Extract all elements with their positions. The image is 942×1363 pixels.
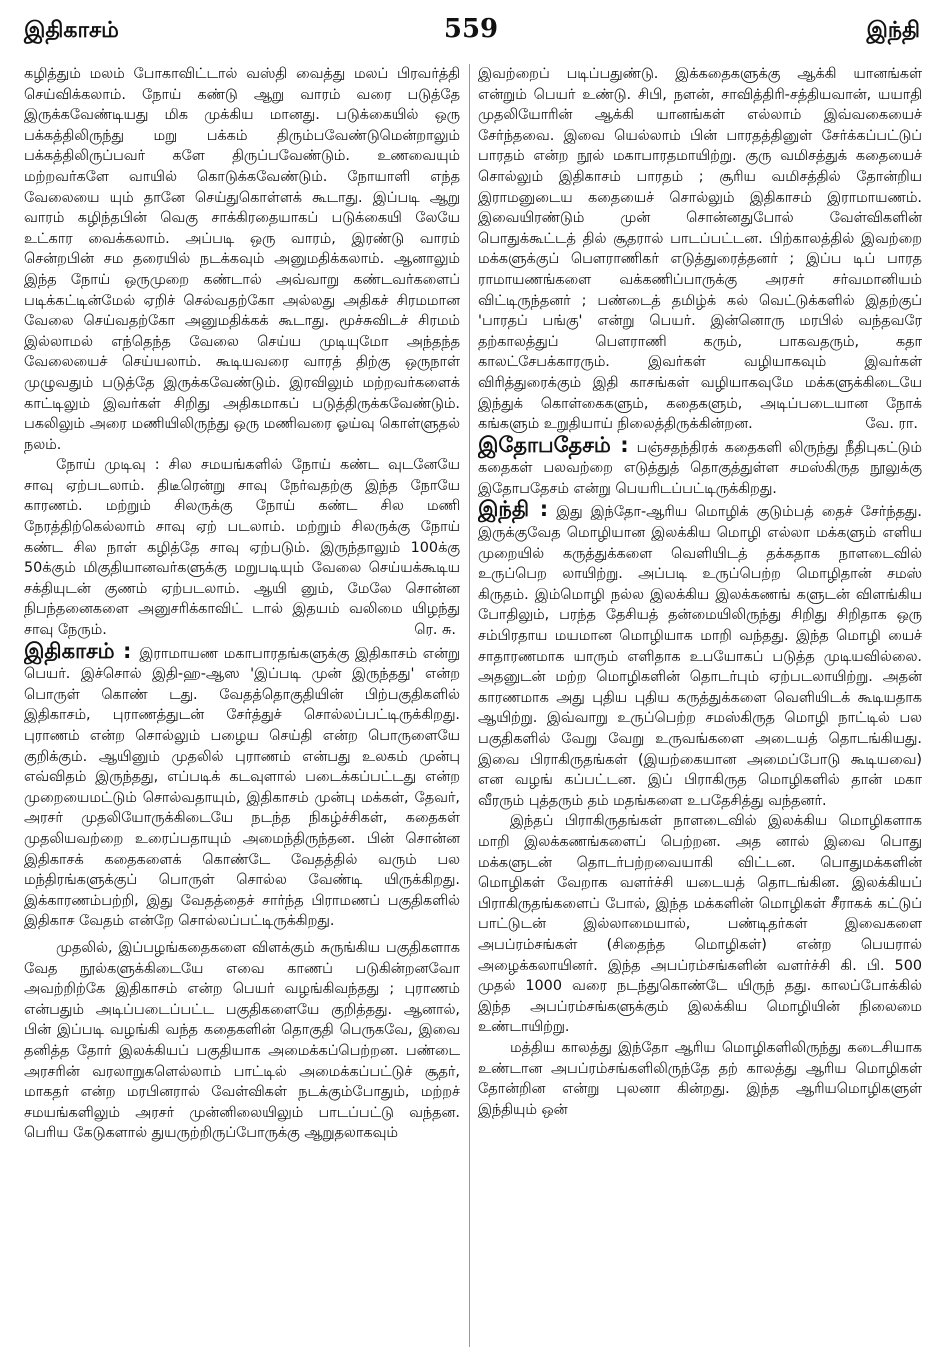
entry-text: இராமாயண மகாபாரதங்களுக்கு இதிகாசம் என்று பெயர். இச்சொல் இதி-ஹ-ஆஸ 'இப்படி முன் இருந்தது' என்ற பொருள் கொண் டது. வேதத்தொகுதியின் பிற்பகுதிகளில் இதிகாசம், புராணத்துடன் சேர்த்துச் சொல்லப்பட்டிருக்கிறது. புராணம் என்ற சொல்லும் பழைய செய்தி என்ற பொருளையே குறிக்கும். ஆயினும் முதலில் புராணம் என்பது உலகம் முன்பு எவ்விதம் இருந்தது, எப்படிக் கடவுளால் படைக்கப்பட்டது என்ற முறையைமட்டும் சொல்வதாயும், இதிகாசம் முன்பு மக்கள், தேவர், அரசர் முதலியோருக்கிடையே நடந்த நிகழ்ச்சிகள், கதைகள் முதலியவற்றை உரைப்பதாயும் அமைந்திருந்தன. பின் சொன்ன இதிகாசக் கதைகளைக் கொண்டே வேதத்தில் வரும் பல மந்திரங்களுக்குப் பொருள் சொல்ல வேண்டி யிருக்கிறது. இக்காரணம்பற்றி, இது வேதத்தைச் சார்ந்த பிராமணப் பகுதிகளில் இதிகாச வேதம் என்றே சொல்லப்பட்டிருக்கிறது. — [24, 645, 460, 930]
paragraph: மத்திய காலத்து இந்தோ ஆரிய மொழிகளிலிருந்து கடைசியாக உண்டான அபப்ரம்சங்களிலிருந்தே தற் காலத்து ஆரிய மொழிகள் தோன்றின என்று புலனா கின்றது. இந்த ஆரியமொழிகளுள் இந்தியும் ஒன் — [478, 1039, 922, 1118]
left-column — [24, 64, 460, 1353]
paragraph: முதலில், இப்பழங்கதைகளை விளக்கும் சுருங்கிய பகுதிகளாக வேத நூல்களுக்கிடையே எவை காணப் படுகின்றனவோ அவற்றிற்கே இதிகாசம் என்ற பெயர் வழங்கிவந்தது ; புராணம் என்பதும் அடிப்படைப்பட்ட பகுதிகளையே குறித்தது. ஆனால், பின் இப்படி வழங்கி வந்த கதைகளின் தொகுதி பெருகவே, இவை தனித்த தோர் இலக்கியப் பகுதியாக அமைக்கப்பெற்றன. பண்டை அரசரின் வரலாறுகளெல்லாம் பாட்டில் அமைக்கப்பட்டுச் சூதர், மாகதர் என்ற மரபினரால் வேள்விகள் நடக்கும்போதும், மற்றச் சமயங்களிலும் அரசர் முன்னிலையிலும் பாடப்பட்டு வந்தன. பெரிய கேடுகளால் துயருற்றிருப்போருக்கு ஆறுதலாகவும் — [24, 939, 460, 1142]
entry-heading: இதிகாசம் : — [24, 638, 132, 663]
entry-text: பஞ்சதந்திரக் கதைகளி லிருந்து நீதிபுகட்டும் கதைகள் பலவற்றை எடுத்துத் தொகுத்துள்ள சமஸ்கிருத நூலுக்கு இதோபதேசம் என்று பெயரிடப்பட்டிருக்கிறது. — [478, 439, 922, 497]
paragraph — [24, 455, 460, 640]
entry-heading: இந்தி : — [478, 497, 549, 522]
running-head-right: இந்தி — [866, 18, 920, 43]
author-initials: ரெ. சு. — [414, 622, 456, 639]
entry-itopadesam — [478, 432, 922, 500]
right-column — [478, 64, 922, 1353]
column-divider — [469, 64, 470, 1347]
paragraph: இந்தப் பிராகிருதங்கள் நாளடைவில் இலக்கிய மொழிகளாக மாறி இலக்கணங்களைப் பெற்றன. அத னால் இவை பொது மக்களுடன் தொடர்பற்றவையாகி விட்டன. பொதுமக்களின் மொழிகள் வேறாக வளர்ச்சி யடையத் தொடங்கின. இலக்கியப் பிராகிருதங்களைப் போல், இந்த மக்களின் மொழிகள் சீராகக் கட்டுப் பாட்டுடன் இல்லாமையால், பண்டிதர்கள் இவைகளை அபப்ரம்சங்கள் (சிதைந்த மொழிகள்) என்ற பெயரால் அழைக்கலாயினர். இந்த அபப்ரம்சங்களின் வளர்ச்சி கி. பி. 500 முதல் 1000 வரை நடந்துகொண்டே யிருந் தது. காலப்போக்கில் இந்த அபப்ரம்சங்களுக்கும் இலக்கிய மொழியின் நிலைமை உண்டாயிற்று. — [478, 813, 922, 1036]
running-head-left: இதிகாசம் — [24, 18, 119, 43]
entry-heading: இதோபதேசம் : — [478, 432, 629, 457]
paragraph: கழித்தும் மலம் போகாவிட்டால் வஸ்தி வைத்து மலப் பிரவர்த்தி செய்விக்கலாம். நோய் கண்டு ஆறு வாரம் வரை படுத்தே இருக்கவேண்டியது மிக முக்கிய மானது. படுக்கையில் ஒரு பக்கத்திலிருந்து மறு பக்கம் திரும்பவேண்டுமென்றாலும் பக்கத்திலிருப்பவர் களே திருப்பவேண்டும். உணவையும் மற்றவர்களே வாயில் கொடுக்கவேண்டும். நோயாளி எந்த வேலையை யும் தானே செய்துகொள்ளக் கூடாது. இப்படி ஆறு வாரம் கழிந்தபின் வெகு சாக்கிரதையாகப் படுக்கையி லேயே உட்கார வைக்கலாம். அப்படி ஒரு வாரம், இரண்டு வாரம் சென்றபின் சம தரையில் நடக்கவும் அனுமதிக்கலாம். ஆனாலும் இந்த நோய் ஒருமுறை கண்டால் அவ்வாறு கண்டவர்களைப் படிக்கட்டின்மேல் ஏறிச் செல்வதற்கோ அல்லது அதிகச் சிரமமான வேலை செய்வதற்கோ அனுமதிக்கக் கூடாது. மூச்சுவிடச் சிரமம் இல்லாமல் எந்தெந்த வேலை செய்ய முடியுமோ அந்தந்த வேலையைச் செய்யலாம். கூடியவரை வாரத் திற்கு ஒருநாள் முழுவதும் படுத்தே இருக்கவேண்டும். இரவிலும் மற்றவர்களைக் காட்டிலும் இவர்கள் சிறிது அதிகமாகப் படுத்திருக்கவேண்டும். பகலிலும் அரை மணியிலிருந்து ஒரு மணிவரை ஓய்வு கொள்ளுதல் நலம். — [24, 66, 460, 453]
paragraph-text: இவற்றைப் படிப்பதுண்டு. இக்கதைகளுக்கு ஆக்கி யானங்கள் என்றும் பெயர் உண்டு. சிபி, நளன், சாவித்திரி-சத்தியவான், யயாதி முதலியோரின் ஆக்கி யானங்கள் எல்லாம் இவ்வகையைச் சேர்ந்தவை. இவை யெல்லாம் பின் பாரதத்தினுள் சேர்க்கப்பட்டுப் பாரதம் என்ற நூல் மகாபாரதமாயிற்று. குரு வமிசத்துக் கதையைச் சொல்லும் இதிகாசம் பாரதம் ; சூரிய வமிசத்தில் தோன்றிய இராமனுடைய கதையைச் சொல்லும் இதிகாசம் இராமாயணம். இவையிரண்டும் முன் சொன்னதுபோல் வேள்விகளின் பொதுக்கூட்டத் தில் சூதரால் பாடப்பட்டன. பிற்காலத்தில் இவற்றை மக்களுக்குப் பௌராணிகர் எடுத்துரைத்தனர் ; இப்ப டிப் பாரத ராமாயணங்களை வக்கணிப்பாருக்கு அரசர் சர்வமானியம் விட்டிருந்தனர் ; பண்டைத் தமிழ்க் கல் வெட்டுக்களில் இதற்குப் 'பாரதப் பங்கு' என்று பெயர். இன்னொரு மரபில் வந்தவரே தற்காலத்துப் பௌராணி கரும், பாகவதரும், கதா காலட்சேபக்காரரும். இவர்கள் வழியாகவும் இவர்கள் விரித்துரைக்கும் இதி காசங்கள் வழியாகவுமே மக்களுக்கிடையே இந்துக் கொள்கைகளும், கதைகளும், அடிப்படையான நோக் கங்களும் உறுதியாய் நிலைத்திருக்கின்றன. — [478, 66, 922, 433]
paragraph — [478, 64, 922, 435]
entry-itihasam — [24, 638, 460, 932]
entry-text: இது இந்தோ-ஆரிய மொழிக் குடும்பத் தைச் சேர்ந்தது. இருக்குவேத மொழியான இலக்கிய மொழி எல்லா மக்களும் எளிய முறையில் கருத்துக்களை வெளியிடத் தக்கதாக நாளடைவில் உருப்பெற லாயிற்று. அப்படி உருப்பெற்ற மொழிதான் சமஸ் கிருதம். இம்மொழி நல்ல இலக்கிய இலக்கணங் களுடன் விளங்கிய போதிலும், பரந்த தேசியத் தன்மையிலிருந்து சிறிது சிறிதாக ஒரு சம்பிரதாய மயமான மொழியாக மாறி வந்தது. இந்த மொழி யைச் சாதாரணமாக யாரும் எளிதாக உபயோகப் படுத்த முடியவில்லை. அதனுடன் மற்ற மொழிகளின் தொடர்பும் ஏற்படலாயிற்று. அதன் காரணமாக அது புதிய புதிய கருத்துக்களை வெளியிடக் கூடியதாக ஆயிற்று. இவ்வாறு உருப்பெற்ற சமஸ்கிருத மொழி நாட்டில் பல பகுதிகளில் வேறு வேறு உருவங்களை அடையத் தொடங்கியது. இவை பிராகிருதங்கள் (இயற்கையான அமைப்போடு கூடியவை) என வழங் கப்பட்டன. இப் பிராகிருத மொழிகளில் தான் மகா வீரரும் புத்தரும் தம் மதங்களை உபதேசித்து வந்தனர். — [478, 504, 922, 809]
author-initials: வே. ரா. — [865, 416, 918, 433]
paragraph-text: நோய் முடிவு : சில சமயங்களில் நோய் கண்ட வுடனேயே சாவு ஏற்படலாம். திடீரென்று சாவு நேர்வதற்கு இந்த நோயே காரணம். மற்றும் சிலருக்கு நோய் கண்ட சில மணி நேரத்திற்கெல்லாம் சாவு ஏற் படலாம். மற்றும் சிலருக்கு நோய் கண்ட சில நாள் கழித்தே சாவு ஏற்படும். இருந்தாலும் 100க்கு 50க்கும் மிகுதியானவர்களுக்கு மறுபடியும் வேலை செய்யக்கூடிய சக்தியுடன் குணம் ஏற்படலாம். ஆயி னும், மேலே சொன்ன நிபந்தனைகளை அனுசரிக்காவிட் டால் இதயம் வலிமை யிழந்து சாவு நேரும். — [24, 457, 460, 639]
entry-hindi — [478, 499, 922, 811]
page-number: 559 — [443, 14, 499, 44]
